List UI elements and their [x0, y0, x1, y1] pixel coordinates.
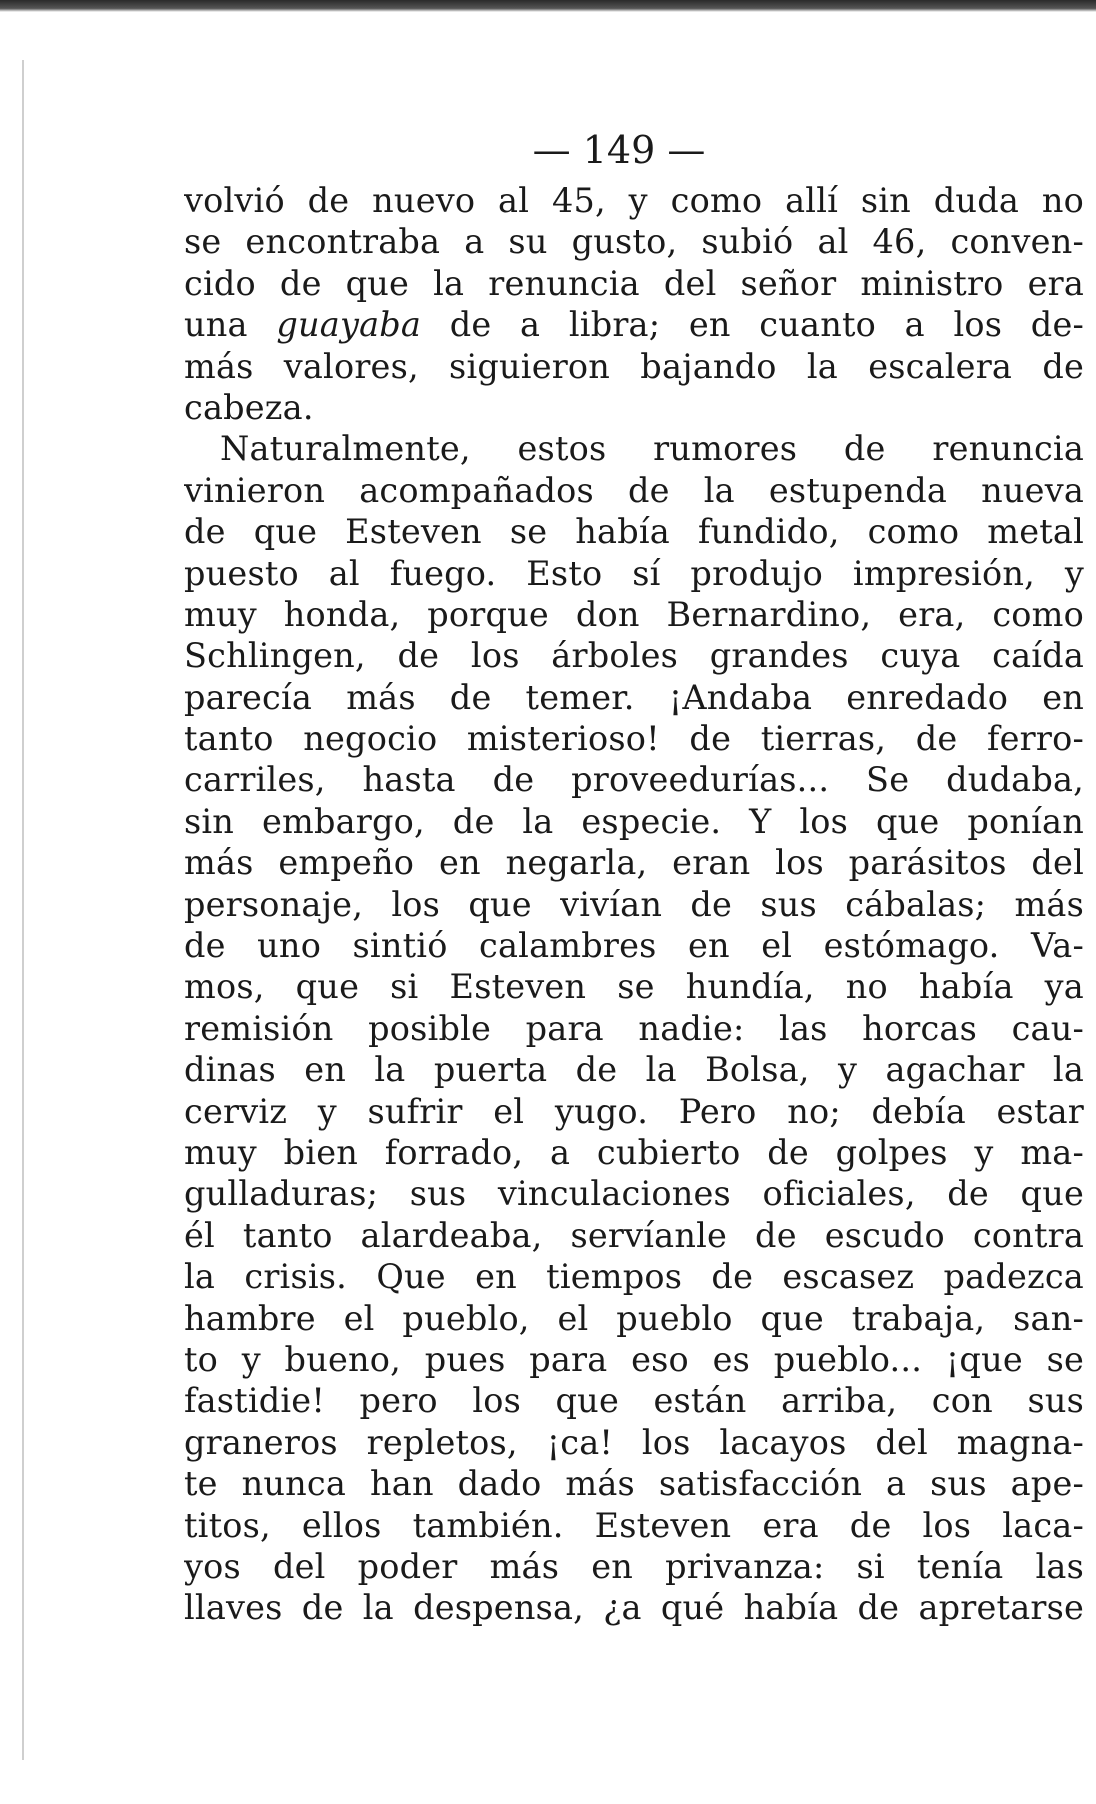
text-line: llaves de la despensa, ¿a qué había de apretarse [184, 1588, 1084, 1628]
text-line: to y bueno, pues para eso es pueblo... ¡que se [184, 1339, 1084, 1379]
text-line: Schlingen, de los árboles grandes cuya caída [184, 636, 1084, 676]
book-page [184, 120, 1084, 1629]
scan-top-edge [0, 0, 1096, 12]
scan-left-edge [22, 60, 24, 1760]
page-number: — 149 — [532, 128, 706, 172]
text-line: carriles, hasta de proveedurías... Se dudaba, [184, 760, 1084, 800]
italic-word: guayaba [276, 305, 422, 345]
text-line: él tanto alardeaba, servíanle de escudo contra [184, 1215, 1084, 1255]
text-line-with-italic [184, 304, 1084, 345]
text-line: vinieron acompañados de la estupenda nueva [184, 470, 1084, 510]
text-line: volvió de nuevo al 45, y como allí sin duda no [184, 181, 1084, 220]
text-line: sin embargo, de la especie. Y los que ponían [184, 801, 1084, 841]
paragraph-start-line: Naturalmente, estos rumores de renuncia [220, 429, 1084, 469]
text-segment: de a libra; en cuanto a los de- [421, 305, 1084, 345]
text-line: yos del poder más en privanza: si tenía las [184, 1546, 1084, 1586]
text-line: más empeño en negarla, eran los parásitos del [184, 843, 1084, 883]
text-line: muy bien forrado, a cubierto de golpes y ma- [184, 1132, 1084, 1172]
text-line: se encontraba a su gusto, subió al 46, conven- [184, 222, 1084, 262]
text-line: remisión posible para nadie: las horcas cau- [184, 1008, 1084, 1048]
text-line: cabeza. [184, 387, 314, 427]
text-line: muy honda, porque don Bernardino, era, como [184, 594, 1084, 634]
text-line: tanto negocio misterioso! de tierras, de ferro- [184, 719, 1084, 759]
text-line: cido de que la renuncia del señor ministro era [184, 263, 1084, 303]
page-text [184, 180, 1084, 1629]
text-line: parecía más de temer. ¡Andaba enredado en [184, 677, 1084, 717]
text-line: titos, ellos también. Esteven era de los laca- [184, 1505, 1084, 1545]
text-line: la crisis. Que en tiempos de escasez padezca [184, 1257, 1084, 1297]
text-line: mos, que si Esteven se hundía, no había ya [184, 967, 1084, 1007]
text-line: gulladuras; sus vinculaciones oficiales, de que [184, 1174, 1084, 1214]
text-line: te nunca han dado más satisfacción a sus ape- [184, 1464, 1084, 1504]
text-line: puesto al fuego. Esto sí produjo impresión, y [184, 553, 1084, 593]
text-line: cerviz y sufrir el yugo. Pero no; debía estar [184, 1091, 1084, 1131]
text-line: más valores, siguieron bajando la escalera de [184, 346, 1084, 386]
text-line: fastidie! pero los que están arriba, con sus [184, 1381, 1084, 1421]
text-line: de que Esteven se había fundido, como metal [184, 512, 1084, 552]
text-segment: una [184, 305, 277, 345]
text-line: hambre el pueblo, el pueblo que trabaja, san- [184, 1298, 1084, 1338]
text-line: dinas en la puerta de la Bolsa, y agachar la [184, 1050, 1084, 1090]
text-line: de uno sintió calambres en el estómago. Va- [184, 926, 1084, 966]
text-line: personaje, los que vivían de sus cábalas; más [184, 884, 1084, 924]
text-line: graneros repletos, ¡ca! los lacayos del magna- [184, 1422, 1084, 1462]
